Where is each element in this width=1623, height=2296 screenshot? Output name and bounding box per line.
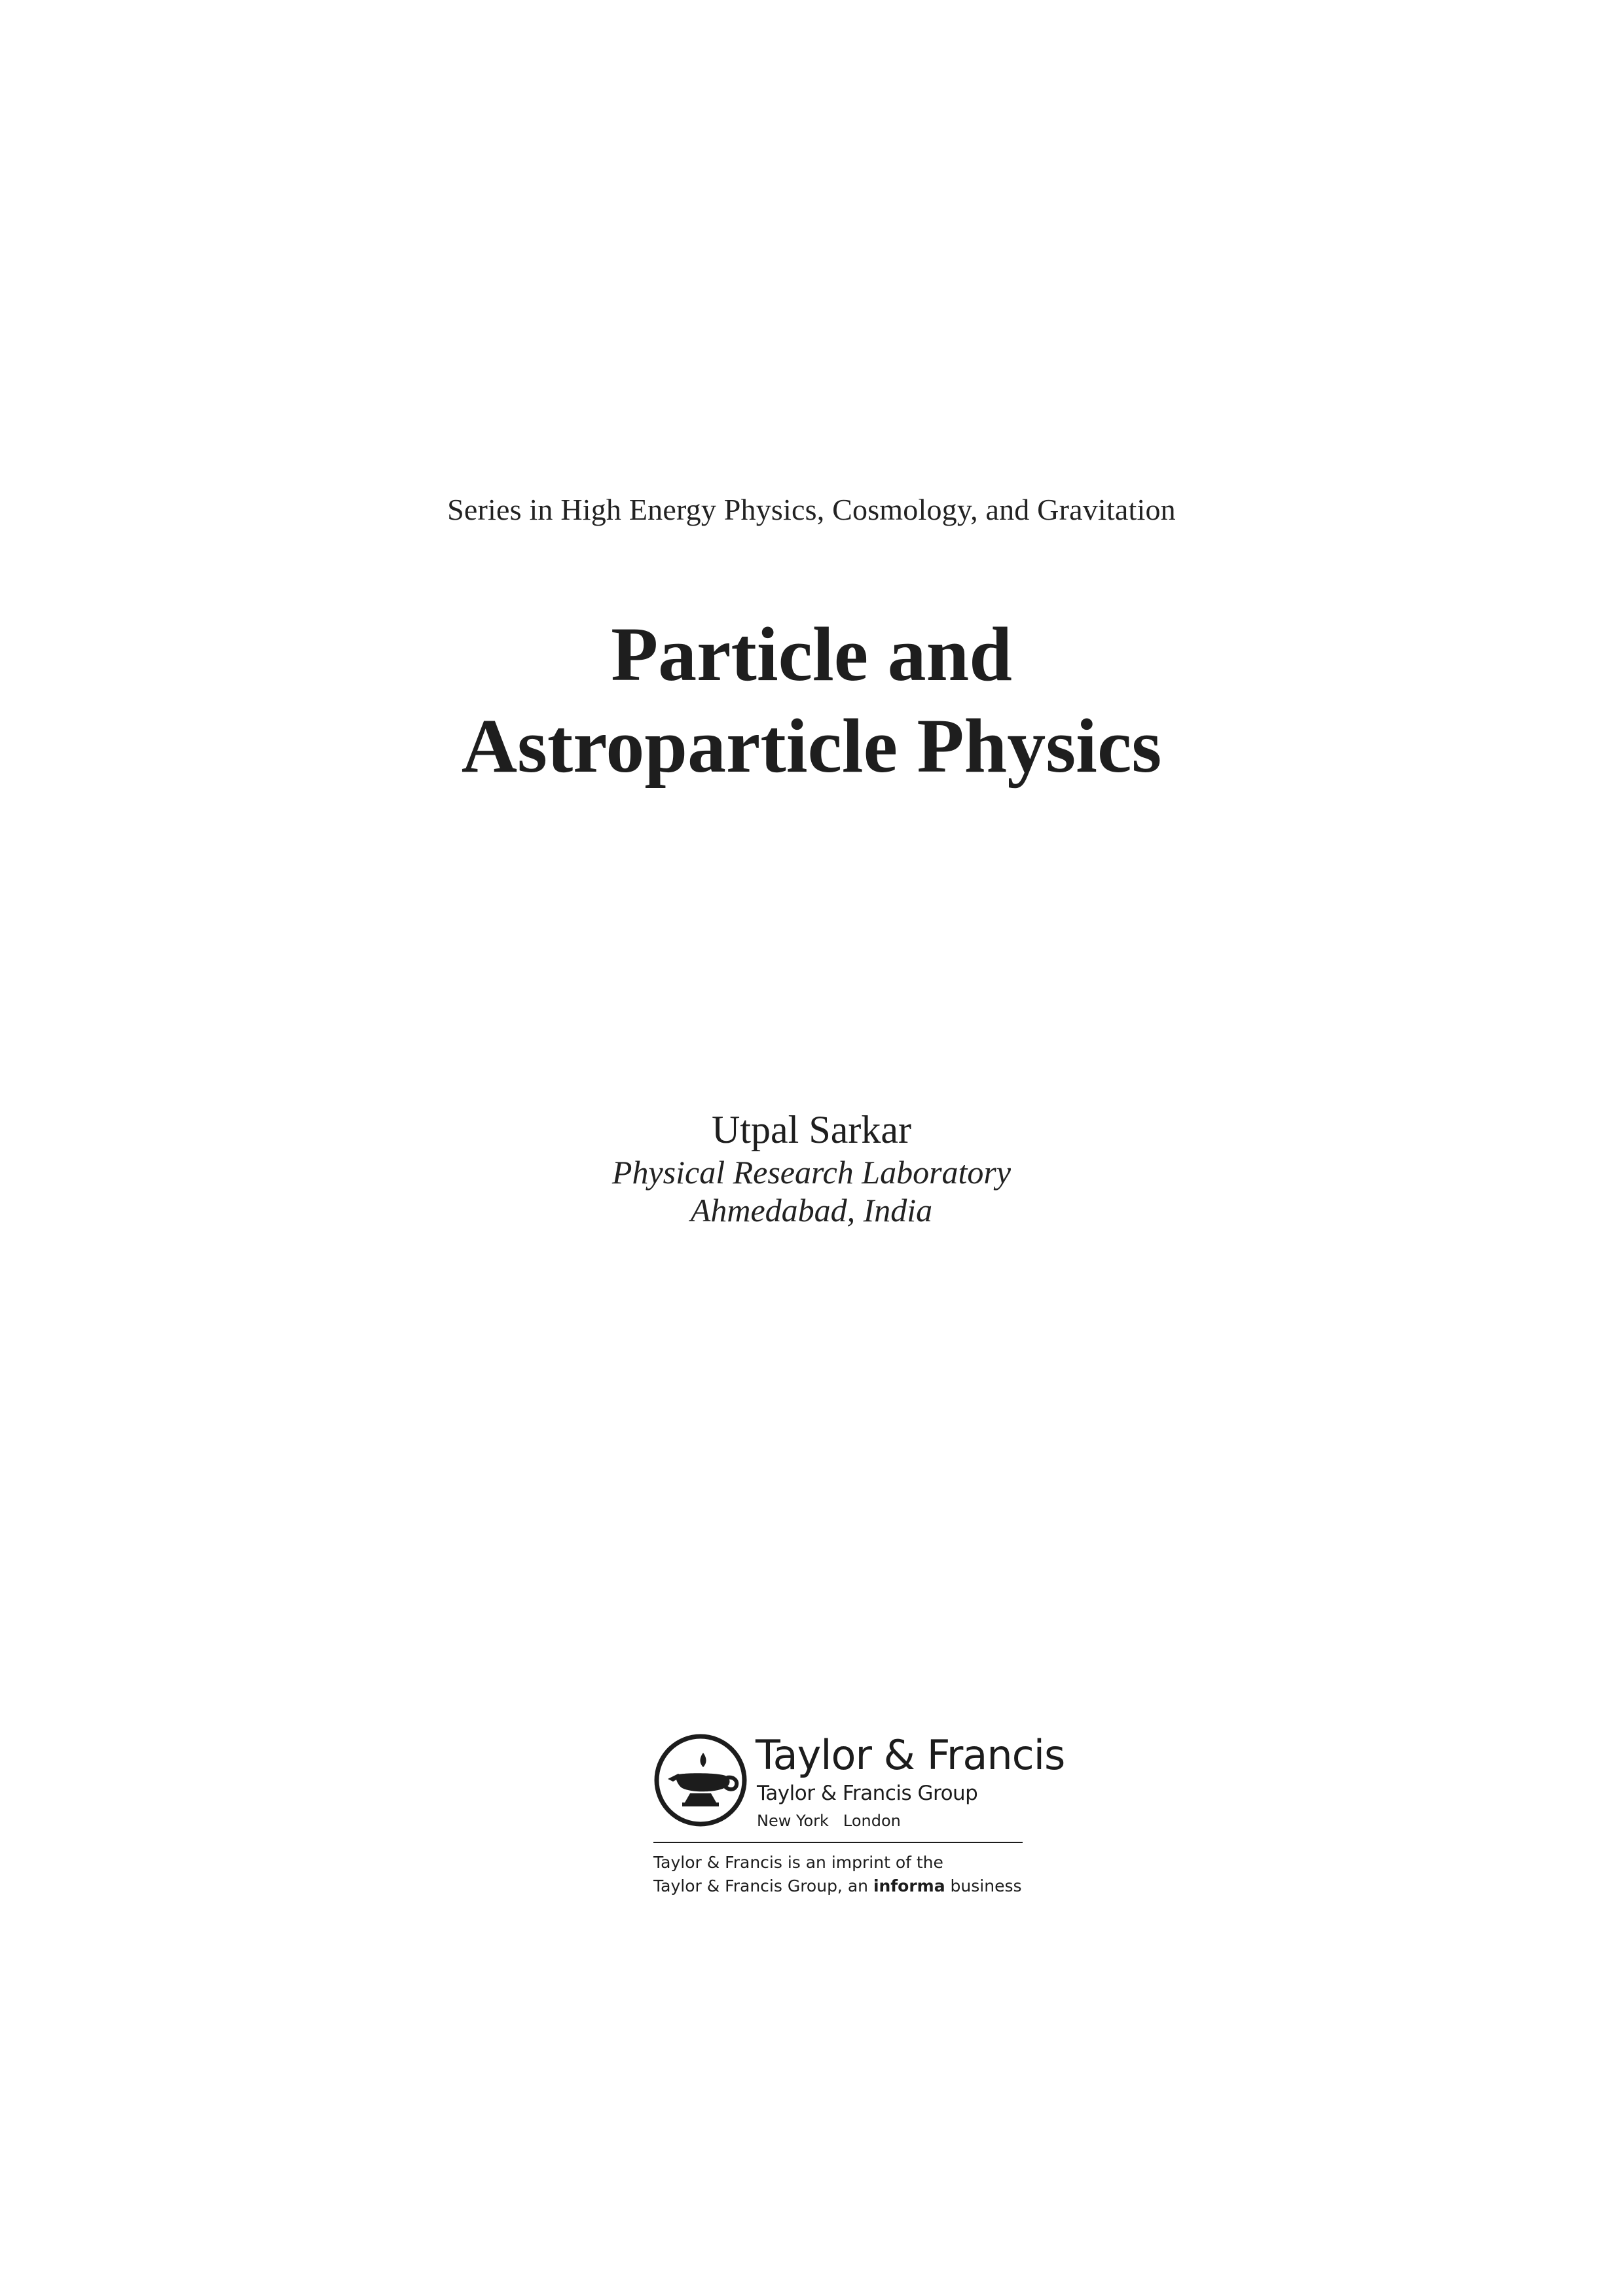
series-title: Series in High Energy Physics, Cosmology, and Gravitation [447, 493, 1176, 526]
imprint-note-suffix: business [945, 1876, 1022, 1895]
publisher-group: Taylor & Francis Group [757, 1782, 978, 1805]
imprint-note-prefix: Taylor & Francis Group, an [653, 1876, 873, 1895]
publisher-cities [757, 1812, 915, 1830]
book-title [0, 609, 1623, 792]
book-title-line-2: Astroparticle Physics [461, 703, 1162, 789]
lamp-in-circle-icon [653, 1733, 748, 1827]
author-block [0, 1106, 1623, 1229]
publisher-imprint [653, 1731, 1065, 1916]
publisher-city-london: London [843, 1812, 901, 1830]
imprint-note-line-1: Taylor & Francis is an imprint of the [653, 1853, 943, 1872]
informa-wordmark: informa [873, 1876, 945, 1895]
publisher-name: Taylor & Francis [756, 1731, 1065, 1779]
book-title-line-1: Particle and [611, 611, 1012, 697]
imprint-note [653, 1851, 1022, 1898]
author-affiliation-line-1: Physical Research Laboratory [611, 1154, 1012, 1191]
author-affiliation-line-2: Ahmedabad, India [690, 1192, 933, 1229]
author-name: Utpal Sarkar [712, 1108, 911, 1151]
divider [653, 1842, 1023, 1843]
imprint-note-line-2 [653, 1874, 1022, 1898]
publisher-city-new-york: New York [757, 1812, 829, 1830]
